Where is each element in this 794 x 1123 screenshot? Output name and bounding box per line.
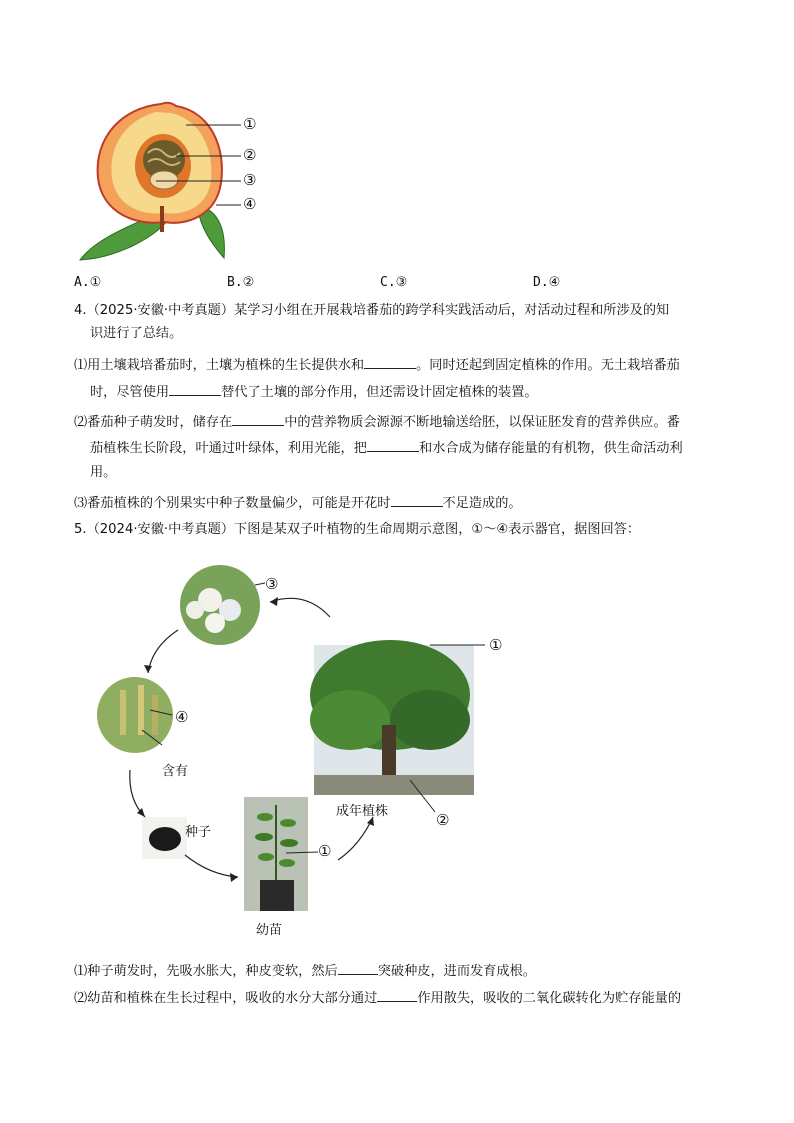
peach-label-2: ② bbox=[243, 146, 257, 164]
q4-part1-line1: ⑴用土壤栽培番茄时，土壤为植株的生长提供水和 。同时还起到固定植株的作用。无土栽培番茄 bbox=[74, 354, 680, 376]
answer-blank[interactable] bbox=[391, 492, 443, 507]
q4-part3: ⑶番茄植株的个别果实中种子数量偏少，可能是开花时 不足造成的。 bbox=[74, 492, 522, 514]
adult-plant-text: 成年植株 bbox=[336, 804, 389, 819]
q5-stem: 5.（2024·安徽·中考真题）下图是某双子叶植物的生命周期示意图，①～④表示器官，据图回答： bbox=[74, 522, 641, 537]
option-a[interactable]: A.① bbox=[74, 275, 102, 290]
peach-label-4: ④ bbox=[243, 195, 257, 213]
q4-stem-line1: 4.（2025·安徽·中考真题）某学习小组在开展栽培番茄的跨学科实践活动后，对活动过程和所涉及的知 bbox=[74, 303, 670, 318]
q4-part1-line2: 时，尽管使用 替代了土壤的部分作用，但还需设计固定植株的装置。 bbox=[90, 381, 538, 403]
seed-text: 种子 bbox=[185, 825, 212, 840]
q4-part2-line1: ⑵番茄种子萌发时，储存在 中的营养物质会源源不断地输送给胚，以保证胚发育的营养供应。番 bbox=[74, 411, 680, 433]
answer-blank[interactable] bbox=[232, 411, 284, 426]
answer-blank[interactable] bbox=[338, 960, 378, 975]
life-cycle-diagram bbox=[90, 555, 530, 945]
option-c[interactable]: C.③ bbox=[380, 275, 408, 290]
flower-label: ③ bbox=[265, 575, 279, 593]
q4-part2-line2: 茄植株生长阶段，叶通过叶绿体，利用光能，把 和水合成为储存能量的有机物，供生命活动利 bbox=[90, 437, 683, 459]
seedling-text: 幼苗 bbox=[256, 923, 283, 938]
peach-label-3: ③ bbox=[243, 171, 257, 189]
answer-blank[interactable] bbox=[169, 381, 221, 396]
q4-part2-line3: 用。 bbox=[90, 465, 117, 480]
trunk-label: ② bbox=[436, 811, 450, 829]
option-d[interactable]: D.④ bbox=[533, 275, 561, 290]
peach-label-1: ① bbox=[243, 115, 257, 133]
q5-part1: ⑴种子萌发时，先吸水胀大，种皮变软，然后 突破种皮，进而发育成根。 bbox=[74, 960, 536, 982]
answer-blank[interactable] bbox=[367, 437, 419, 452]
q4-stem-line2: 识进行了总结。 bbox=[90, 326, 183, 341]
contains-text: 含有 bbox=[162, 764, 189, 779]
fruit-label: ④ bbox=[175, 708, 189, 726]
option-b[interactable]: B.② bbox=[227, 275, 255, 290]
answer-blank[interactable] bbox=[364, 354, 416, 369]
tree-label: ① bbox=[489, 636, 503, 654]
answer-blank[interactable] bbox=[377, 987, 417, 1002]
q5-part2: ⑵幼苗和植株在生长过程中，吸收的水分大部分通过 作用散失，吸收的二氧化碳转化为贮存能量的 bbox=[74, 987, 681, 1009]
seedling-label: ① bbox=[318, 842, 332, 860]
